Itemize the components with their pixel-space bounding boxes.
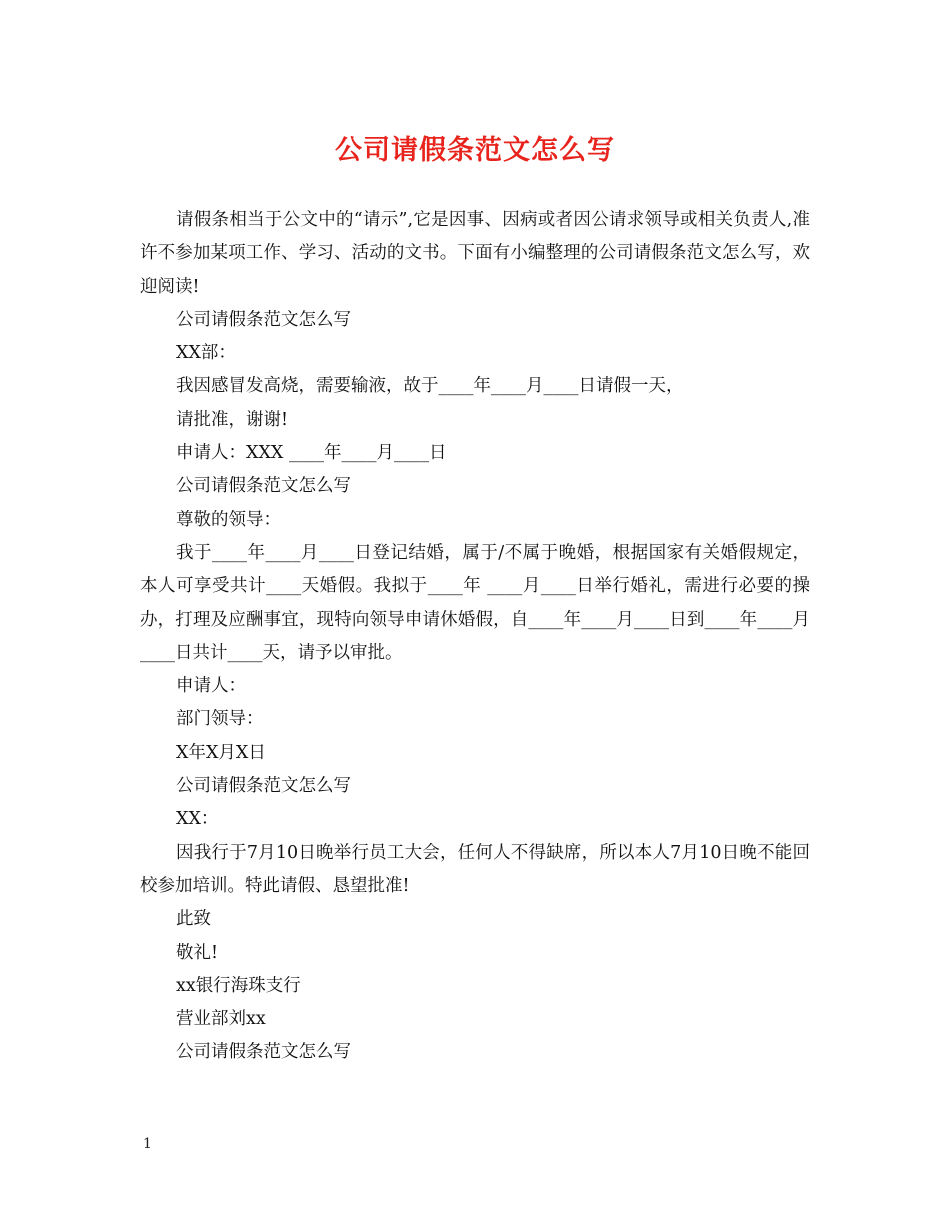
document-body — [140, 204, 816, 1070]
section-heading: 公司请假条范文怎么写 — [176, 309, 351, 330]
body-paragraph: 请批准，谢谢! — [176, 409, 289, 430]
section-heading: 公司请假条范文怎么写 — [176, 1042, 351, 1063]
date-line: X年X月X日 — [176, 742, 266, 763]
signature-line: 营业部刘xx — [176, 1009, 266, 1030]
salutation: 尊敬的领导： — [176, 509, 281, 530]
section-heading: 公司请假条范文怎么写 — [176, 476, 351, 497]
signature-line: 申请人：XXX ____年____月____日 — [176, 443, 447, 464]
salutation: XX部： — [176, 343, 236, 364]
body-paragraph: 因我行于7月10日晚举行员工大会，任何人不得缺席，所以本人7月10日晚不能回校参加培训。特此请假、恳望批准! — [140, 842, 810, 896]
body-paragraph: 我因感冒发高烧，需要输液，故于____年____月____日请假一天， — [176, 376, 684, 397]
signature-line: xx银行海珠支行 — [176, 975, 301, 996]
signature-line: 申请人： — [176, 676, 246, 697]
page-number: 1 — [143, 1136, 152, 1152]
closing-line: 此致 — [176, 909, 211, 930]
salutation: XX： — [176, 809, 219, 830]
approver-line: 部门领导： — [176, 709, 264, 730]
intro-paragraph: 请假条相当于公文中的“请示”,它是因事、因病或者因公请求领导或相关负责人,准许不参加某项工作、学习、活动的文书。下面有小编整理的公司请假条范文怎么写，欢迎阅读! — [140, 210, 810, 297]
closing-line: 敬礼! — [176, 942, 219, 963]
section-heading: 公司请假条范文怎么写 — [176, 776, 351, 797]
body-paragraph: 我于____年____月____日登记结婚，属于/不属于晚婚，根据国家有关婚假规定，本人可享受共计____天婚假。我拟于____年 ____月____日举行婚礼，需进行必要的操办，打理及应酬事宜，现特向领导申请休婚假，自____年____月____日到____年____月 ____日共计____天，请予以审批。 — [140, 542, 816, 663]
document-title: 公司请假条范文怎么写 — [335, 135, 615, 166]
